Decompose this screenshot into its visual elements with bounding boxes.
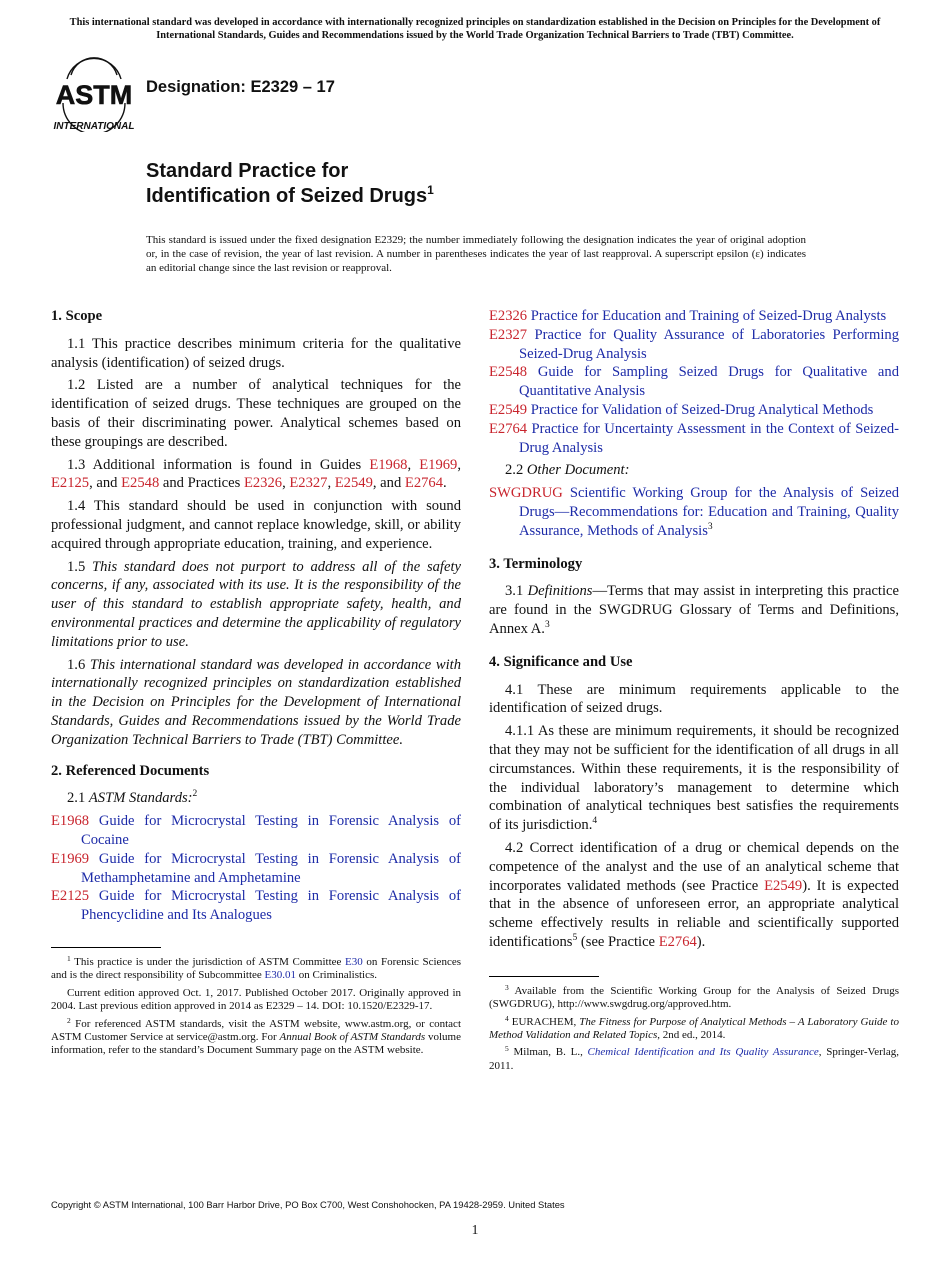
title-line-1: Standard Practice for <box>146 160 349 182</box>
page-number: 1 <box>471 1222 479 1237</box>
para-1-3: 1.3 Additional information is found in Guides E1968, E1969, E2125, and E2548 and Practices E2326, E2327, E2549, and E2764. <box>51 456 462 492</box>
right-column <box>489 307 899 1077</box>
para-4-1: 4.1 These are minimum requirements applicable to the identification of seized drugs. <box>489 681 899 717</box>
ref-link-e2764[interactable]: E2764 <box>404 475 444 492</box>
section-referenced-documents-heading: 2. Referenced Documents <box>51 762 210 779</box>
para-2-1: 2.1 ASTM Standards:$^2$ <box>67 789 198 807</box>
subcommittee-e30-01-link[interactable]: E30.01 <box>264 969 297 982</box>
ref-link-e2326[interactable]: E2326 <box>243 475 283 492</box>
footnote-5: $^5$ Milman, B. L., Chemical Identification and Its Quality Assurance, Springer-Verlag, 2011. <box>489 1044 899 1072</box>
footnote-3: $^3$ Available from the Scientific Working Group for the Analysis of Seized Drugs (SWGDRUG), http://www.swgdrug.org/approved.htm. <box>489 982 899 1011</box>
ref-link-e2327[interactable]: E2327 <box>289 475 328 492</box>
left-column <box>51 307 461 1062</box>
copyright-notice: Copyright © ASTM International, 100 Barr Harbor Drive, PO Box C700, West Conshohocken, PA 19428-2959. United States <box>51 1199 565 1210</box>
designation: Designation: E2329 – 17 <box>146 78 335 96</box>
ref-entry-e2326[interactable]: E2326 Practice for Education and Training of Seized-Drug Analysts <box>489 308 887 324</box>
footnote-rule-right <box>489 976 599 977</box>
ref-link-e1969[interactable]: E1969 <box>419 456 458 473</box>
para-1-5: 1.5 This standard does not purport to address all of the safety concerns, if any, associated with its use. It is the responsibility of the user of this standard to establish appropriate safety, health, and environmental practices and determine the applicability of regulatory limitations prior to use. <box>51 558 461 650</box>
ref-entry-e2327[interactable]: E2327 Practice for Quality Assurance of Laboratories Performing Seized-Drug Analysis <box>489 326 899 362</box>
para-4-2: 4.2 Correct identification of a drug or chemical depends on the competence of the analyst and the use of an analytical scheme that incorporates validated methods (see Practice E2549). It is expected that in the absence of unforeseen error, an appropriate analytical scheme effectively results in reliable and scientifically supported identifications$^5$ (see Practice E2764). <box>489 839 899 950</box>
wto-notice: This international standard was developed in accordance with internationally recognized principles on standardization established in the Decision on Principles for the Development of International Standards, Guides and Recommendations issued by the World Trade Organization Technical Barriers to Trade (TBT) Committee. <box>69 17 881 41</box>
ref-link-e2764-sig[interactable]: E2764 <box>658 933 697 950</box>
ref-link-e2549-sig[interactable]: E2549 <box>764 877 803 894</box>
footnote-1: $^1$ This practice is under the jurisdiction of ASTM Committee E30 on Forensic Sciences and is the direct responsibility of Subcommittee E30.01 on Criminalistics. <box>51 953 461 982</box>
title-footnote-mark: 1 <box>427 183 434 197</box>
para-4-1-1: 4.1.1 As these are minimum requirements, it should be recognized that they may not be sufficient for the identification of all drugs in all circumstances. Within these requirements, it is the responsibility of the individual laboratory’s management to determine which combination of analytical techniques best satisfies the requirements of its jurisdiction.$^4$ <box>489 723 899 834</box>
para-1-1: 1.1 This practice describes minimum criteria for the qualitative analysis (identification) of seized drugs. <box>51 335 461 371</box>
footnote-1-edition: Current edition approved Oct. 1, 2017. Published October 2017. Originally approved in 2004. Last previous edition approved in 2014 as E2329 – 14. DOI: 10.1520/E2329-17. <box>51 986 461 1013</box>
milman-book-link[interactable]: Chemical Identification and Its Quality Assurance <box>587 1046 819 1059</box>
para-3-1: 3.1 Definitions—Terms that may assist in interpreting this practice are found in the SWGDRUG Glossary of Terms and Definitions, Annex A.$^3$ <box>489 583 899 637</box>
para-1-6: 1.6 This international standard was developed in accordance with internationally recognized principles on standardization established in the Decision on Principles for the Development of International Standards, Guides and Recommendations issued by the World Trade Organization Technical Barriers to Trade (TBT) Committee. <box>51 656 462 748</box>
ref-link-e1968[interactable]: E1968 <box>369 456 408 473</box>
para-1-2: 1.2 Listed are a number of analytical techniques for the identification of seized drugs. These techniques are grouped on the basis of their discriminating power. Analytical schemes based on these groupings are described. <box>51 377 461 450</box>
ref-link-e2549[interactable]: E2549 <box>334 475 373 492</box>
ref-link-e2125[interactable]: E2125 <box>51 475 90 492</box>
title-line-2: Identification of Seized Drugs$^1$ <box>146 183 434 207</box>
document-title <box>146 159 434 209</box>
para-1-4: 1.4 This standard should be used in conjunction with sound professional judgment, and cannot replace knowledge, skill, or ability acquired through appropriate education, training, and experience. <box>51 498 461 552</box>
ref-entry-e2549[interactable]: E2549 Practice for Validation of Seized-Drug Analytical Methods <box>489 401 874 418</box>
section-terminology-heading: 3. Terminology <box>489 555 583 572</box>
section-scope-heading: 1. Scope <box>51 308 103 324</box>
section-significance-heading: 4. Significance and Use <box>489 653 633 670</box>
ref-link-e2548[interactable]: E2548 <box>121 475 160 492</box>
ref-entry-e1968[interactable]: E1968 Guide for Microcrystal Testing in Forensic Analysis of Cocaine <box>51 813 461 848</box>
logo-letters: ASTM <box>55 80 133 110</box>
para-2-2: 2.2 Other Document: <box>505 462 630 479</box>
committee-e30-link[interactable]: E30 <box>345 955 363 968</box>
issue-note: This standard is issued under the fixed designation E2329; the number immediately following the designation indicates the year of original adoption or, in the case of revision, the year of last revision. A number in parentheses indicates the year of last reapproval. A superscript epsilon (ε) indicates an editorial change since the last revision or reapproval. <box>146 234 806 275</box>
footnote-2: $^2$ For referenced ASTM standards, visit the ASTM website, www.astm.org, or contact ASTM Customer Service at service@astm.org. For Annual Book of ASTM Standards volume information, refer to the standard’s Document Summary page on the ASTM website. <box>51 1015 461 1057</box>
ref-entry-e2764[interactable]: E2764 Practice for Uncertainty Assessment in the Context of Seized-Drug Analysis <box>489 420 899 456</box>
logo-subtitle: INTERNATIONAL <box>53 121 135 132</box>
ref-entry-e2548[interactable]: E2548 Guide for Sampling Seized Drugs for Qualitative and Quantitative Analysis <box>489 364 899 400</box>
ref-entry-swgdrug[interactable]: SWGDRUG Scientific Working Group for the Analysis of Seized Drugs—Recommendations for: Education and Training, Quality Assurance, Methods of Analysis$^3$ <box>489 485 899 539</box>
footnote-4: $^4$ EURACHEM, The Fitness for Purpose of Analytical Methods – A Laboratory Guide to Method Validation and Related Topics, 2nd ed., 2014. <box>489 1013 899 1041</box>
ref-entry-e2125[interactable]: E2125 Guide for Microcrystal Testing in Forensic Analysis of Phencyclidine and Its Analogues <box>51 888 461 924</box>
ref-entry-e1969[interactable]: E1969 Guide for Microcrystal Testing in Forensic Analysis of Methamphetamine and Amphetamine <box>51 850 461 886</box>
footnote-rule-left <box>51 947 161 948</box>
astm-logo <box>53 57 135 132</box>
